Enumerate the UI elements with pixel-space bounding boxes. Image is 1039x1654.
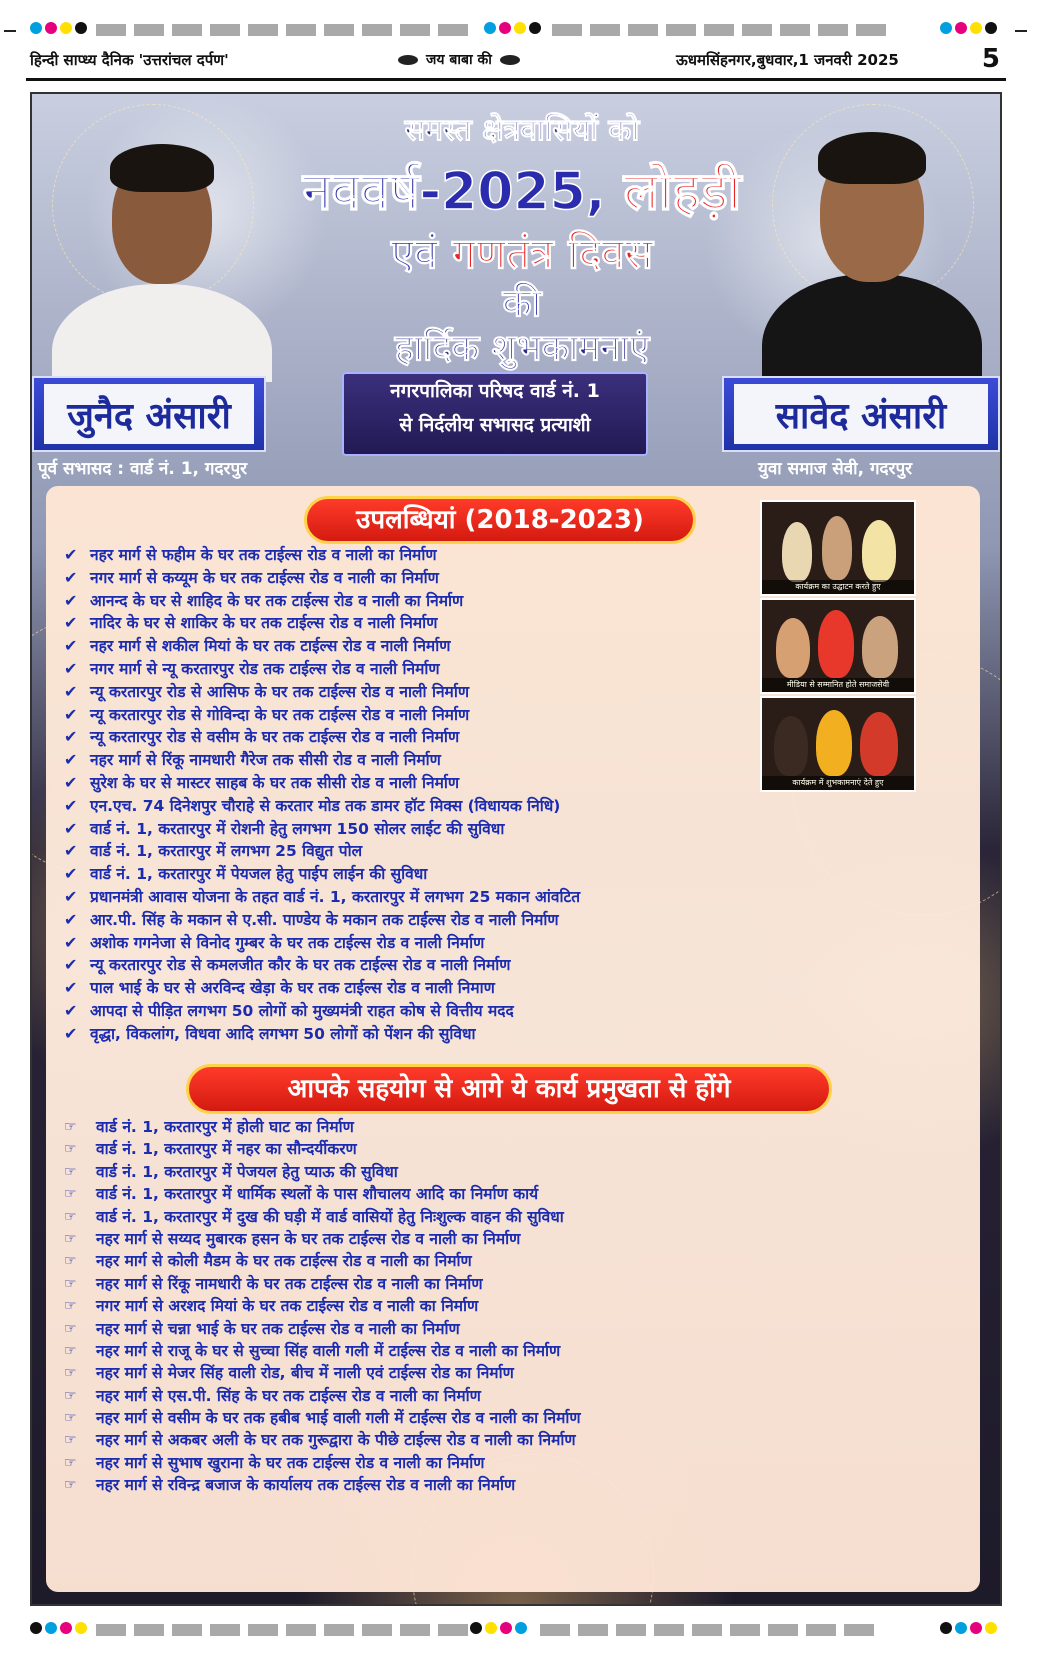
list-item xyxy=(64,1318,581,1340)
color-dots xyxy=(30,22,87,34)
list-item-text: नहर मार्ग से कोली मैडम के घर तक टाईल्स रोड व नाली का निर्माण xyxy=(96,1252,472,1271)
registration-bar-top xyxy=(0,18,1039,44)
checkmark-icon: ✔ xyxy=(64,864,78,884)
list-item xyxy=(64,1340,581,1362)
candidacy-box xyxy=(342,372,648,456)
list-item xyxy=(64,863,580,886)
list-item xyxy=(64,977,580,1000)
list-item-text: नगर मार्ग से कय्यूम के घर तक टाईल्स रोड व नाली का निर्माण xyxy=(90,568,439,587)
list-item xyxy=(64,726,580,749)
slogan xyxy=(398,50,520,69)
checkmark-icon: ✔ xyxy=(64,727,78,747)
list-item xyxy=(64,1228,581,1250)
right-person-name: सावेद अंसारी xyxy=(775,395,947,437)
pointing-hand-icon: ☞ xyxy=(64,1208,77,1225)
list-item xyxy=(64,818,580,841)
checkmark-icon: ✔ xyxy=(64,795,78,815)
list-item xyxy=(64,1161,581,1183)
name-banner-right xyxy=(722,376,1000,452)
list-item xyxy=(64,1429,581,1451)
greeting-line-3: एवं गणतंत्र दिवस xyxy=(391,229,653,278)
checkmark-icon: ✔ xyxy=(64,932,78,952)
greeting-line-1: समस्त क्षेत्रवासियों को xyxy=(404,113,640,148)
gray-blocks xyxy=(540,1624,874,1636)
right-person-designation: युवा समाज सेवी, गदरपुर xyxy=(758,459,913,479)
list-item xyxy=(64,772,580,795)
list-item xyxy=(64,1273,581,1295)
future-works-heading: आपके सहयोग से आगे ये कार्य प्रमुखता से होंगे xyxy=(186,1064,832,1114)
list-item-text: सुरेश के घर से मास्टर साहब के घर तक सीसी रोड व नाली निर्माण xyxy=(90,773,460,792)
list-item-text: नहर मार्ग से राजू के घर से सुच्चा सिंह वाली गली में टाईल्स रोड व नाली का निर्माण xyxy=(96,1341,561,1360)
pointing-hand-icon: ☞ xyxy=(64,1387,77,1404)
list-item xyxy=(64,1138,581,1160)
list-item xyxy=(64,840,580,863)
color-dots xyxy=(470,1622,527,1634)
list-item xyxy=(64,1250,581,1272)
list-item xyxy=(64,954,580,977)
list-item xyxy=(64,1452,581,1474)
color-dots xyxy=(484,22,541,34)
list-item-text: नहर मार्ग से सुभाष खुराना के घर तक टाईल्स रोड व नाली का निर्माण xyxy=(96,1453,485,1472)
color-dots xyxy=(30,1622,87,1634)
list-item xyxy=(64,1023,580,1046)
list-item-text: वार्ड नं. 1, करतारपुर में रोशनी हेतु लगभग 150 सोलर लाईट की सुविधा xyxy=(90,819,505,838)
pointing-hand-icon: ☞ xyxy=(64,1342,77,1359)
list-item-text: वार्ड नं. 1, करतारपुर में पेजयल हेतु प्याऊ की सुविधा xyxy=(96,1162,398,1181)
list-item xyxy=(64,658,580,681)
pointing-hand-icon: ☞ xyxy=(64,1454,77,1471)
pointing-hand-icon: ☞ xyxy=(64,1230,77,1247)
list-item xyxy=(64,567,580,590)
list-item-text: अशोक गगनेजा से विनोद गुम्बर के घर तक टाईल्स रोड व नाली निर्माण xyxy=(90,933,485,952)
list-item-text: नादिर के घर से शाकिर के घर तक टाईल्स रोड व नाली निर्माण xyxy=(90,614,438,633)
list-item-text: वार्ड नं. 1, करतारपुर में दुख की घड़ी में वार्ड वासियों हेतु निःशुल्क वाहन की सुविधा xyxy=(96,1207,564,1226)
achievements-list xyxy=(64,544,580,1046)
color-dots xyxy=(940,1622,997,1634)
list-item xyxy=(64,1407,581,1429)
crop-mark xyxy=(1015,30,1027,32)
list-item-text: नगर मार्ग से अरशद मियां के घर तक टाईल्स रोड व नाली का निर्माण xyxy=(96,1297,479,1316)
pointing-hand-icon: ☞ xyxy=(64,1477,77,1494)
checkmark-icon: ✔ xyxy=(64,978,78,998)
checkmark-icon: ✔ xyxy=(64,1000,78,1020)
list-item-text: नहर मार्ग से सय्यद मुबारक हसन के घर तक टाईल्स रोड व नाली का निर्माण xyxy=(96,1229,521,1248)
list-item-text: एन.एच. 74 दिनेशपुर चौराहे से करतार मोड तक डामर हॉट मिक्स (विधायक निधि) xyxy=(90,796,561,815)
list-item-text: न्यू करतारपुर रोड से वसीम के घर तक टाईल्स रोड व नाली निर्माण xyxy=(90,728,460,747)
checkmark-icon: ✔ xyxy=(64,841,78,861)
list-item xyxy=(64,886,580,909)
list-item-text: नहर मार्ग से रिंकू नामधारी के घर तक टाईल्स रोड व नाली का निर्माण xyxy=(96,1274,483,1293)
list-item-text: नगर मार्ग से न्यू करतारपुर रोड तक टाईल्स रोड व नाली निर्माण xyxy=(90,659,440,678)
page-number: 5 xyxy=(981,44,1000,74)
list-item-text: नहर मार्ग से अकबर अली के घर तक गुरूद्वारा के पीछे टाईल्स रोड व नाली का निर्माण xyxy=(96,1431,576,1450)
name-banner-left xyxy=(32,376,266,452)
greeting-line-5: हार्दिक शुभकामनाएं xyxy=(394,328,650,369)
list-item-text: नहर मार्ग से चन्ना भाई के घर तक टाईल्स रोड व नाली का निर्माण xyxy=(96,1319,460,1338)
greeting-line-2 xyxy=(232,154,812,225)
list-item xyxy=(64,909,580,932)
list-item xyxy=(64,681,580,704)
checkmark-icon: ✔ xyxy=(64,750,78,770)
new-year-text: नववर्ष-2025, xyxy=(302,162,606,222)
pointing-hand-icon: ☞ xyxy=(64,1253,77,1270)
gray-blocks xyxy=(552,24,886,36)
list-item xyxy=(64,1000,580,1023)
pointing-hand-icon: ☞ xyxy=(64,1163,77,1180)
greeting-advertisement xyxy=(30,92,1002,1606)
future-works-list xyxy=(64,1116,581,1497)
newspaper-header xyxy=(26,44,1006,81)
list-item xyxy=(64,704,580,727)
date-line: ऊधमसिंहनगर,बुधवार,1 जनवरी 2025 xyxy=(676,51,899,69)
checkmark-icon: ✔ xyxy=(64,909,78,929)
checkmark-icon: ✔ xyxy=(64,590,78,610)
list-item-text: आर.पी. सिंह के मकान से ए.सी. पाण्डेय के मकान तक टाईल्स रोड व नाली निर्माण xyxy=(90,910,559,929)
list-item xyxy=(64,749,580,772)
pointing-hand-icon: ☞ xyxy=(64,1275,77,1292)
achievements-heading: उपलब्धियां (2018-2023) xyxy=(304,496,696,544)
checkmark-icon: ✔ xyxy=(64,955,78,975)
pointing-hand-icon: ☞ xyxy=(64,1410,77,1427)
list-item xyxy=(64,1183,581,1205)
list-item-text: न्यू करतारपुर रोड से आसिफ के घर तक टाईल्स रोड व नाली निर्माण xyxy=(90,682,470,701)
gray-blocks xyxy=(96,1624,468,1636)
list-item xyxy=(64,612,580,635)
list-item xyxy=(64,795,580,818)
pointing-hand-icon: ☞ xyxy=(64,1119,77,1135)
photo-caption: कार्यक्रम में शुभकामनाएं देते हुए xyxy=(762,776,914,790)
list-item xyxy=(64,1206,581,1228)
list-item-text: नहर मार्ग से वसीम के घर तक हबीब भाई वाली गली में टाईल्स रोड व नाली का निर्माण xyxy=(96,1409,581,1428)
list-item-text: वार्ड नं. 1, करतारपुर में होली घाट का निर्माण xyxy=(96,1118,354,1136)
photo-caption: मीडिया से सम्मानित होते समाजसेवी xyxy=(762,678,914,692)
list-item-text: नहर मार्ग से रिंकू नामधारी गैरेज तक सीसी रोड व नाली निर्माण xyxy=(90,751,441,770)
color-dots xyxy=(940,22,997,34)
lohri-text: लोहड़ी xyxy=(623,162,742,222)
list-item-text: वार्ड नं. 1, करतारपुर में लगभग 25 विद्युत पोल xyxy=(90,842,363,861)
greeting-line-4: की xyxy=(502,281,542,325)
list-item xyxy=(64,1474,581,1496)
checkmark-icon: ✔ xyxy=(64,818,78,838)
checkmark-icon: ✔ xyxy=(64,704,78,724)
list-item-text: आनन्द के घर से शाहिद के घर तक टाईल्स रोड व नाली का निर्माण xyxy=(90,591,464,610)
candidacy-line-2: से निर्दलीय सभासद प्रत्याशी xyxy=(399,414,591,436)
pointing-hand-icon: ☞ xyxy=(64,1141,77,1158)
checkmark-icon: ✔ xyxy=(64,1023,78,1043)
list-item-text: नहर मार्ग से रविन्द्र बजाज के कार्यालय तक टाईल्स रोड व नाली का निर्माण xyxy=(96,1476,516,1495)
candidacy-line-1: नगरपालिका परिषद वार्ड नं. 1 xyxy=(390,380,600,402)
list-item xyxy=(64,1116,581,1138)
list-item-text: आपदा से पीड़ित लगभग 50 लोगों को मुख्यमंत्री राहत कोष से वित्तीय मदद xyxy=(90,1001,514,1020)
checkmark-icon: ✔ xyxy=(64,772,78,792)
pointing-hand-icon: ☞ xyxy=(64,1365,77,1382)
list-item-text: वार्ड नं. 1, करतारपुर में नहर का सौन्दर्यीकरण xyxy=(96,1140,357,1159)
left-person-name: जुनैद अंसारी xyxy=(67,395,231,437)
paper-name: हिन्दी साप्ध्य दैनिक 'उत्तरांचल दर्पण' xyxy=(30,51,229,69)
ornament-icon xyxy=(500,55,520,65)
checkmark-icon: ✔ xyxy=(64,658,78,678)
left-person-designation: पूर्व सभासद : वार्ड नं. 1, गदरपुर xyxy=(38,459,248,479)
pointing-hand-icon: ☞ xyxy=(64,1432,77,1449)
ornament-icon xyxy=(398,55,418,65)
list-item-text: नहर मार्ग से फहीम के घर तक टाईल्स रोड व नाली का निर्माण xyxy=(90,546,437,564)
list-item-text: वृद्धा, विकलांग, विधवा आदि लगभग 50 लोगों को पेंशन की सुविधा xyxy=(90,1024,476,1043)
slogan-text: जय बाबा की xyxy=(426,52,492,68)
list-item xyxy=(64,635,580,658)
republic-day-text: गणतंत्र दिवस xyxy=(452,229,653,278)
checkmark-icon: ✔ xyxy=(64,545,78,564)
pointing-hand-icon: ☞ xyxy=(64,1186,77,1203)
list-item-text: नहर मार्ग से शकील मियां के घर तक टाईल्स रोड व नाली निर्माण xyxy=(90,637,451,656)
content-panel xyxy=(46,486,980,1592)
event-photo xyxy=(760,696,916,792)
list-item xyxy=(64,1385,581,1407)
gray-blocks xyxy=(96,24,468,36)
checkmark-icon: ✔ xyxy=(64,567,78,587)
list-item xyxy=(64,1362,581,1384)
list-item xyxy=(64,1295,581,1317)
list-item-text: नहर मार्ग से एस.पी. सिंह के घर तक टाईल्स रोड व नाली का निर्माण xyxy=(96,1386,481,1405)
event-photo xyxy=(760,598,916,694)
pointing-hand-icon: ☞ xyxy=(64,1298,77,1315)
checkmark-icon: ✔ xyxy=(64,636,78,656)
checkmark-icon: ✔ xyxy=(64,681,78,701)
list-item-text: पाल भाई के घर से अरविन्द खेड़ा के घर तक टाईल्स रोड व नाली निमाण xyxy=(90,979,495,998)
list-item xyxy=(64,932,580,955)
checkmark-icon: ✔ xyxy=(64,613,78,633)
list-item xyxy=(64,544,580,567)
list-item-text: वार्ड नं. 1, करतारपुर में पेयजल हेतु पाईप लाईन की सुविधा xyxy=(90,865,428,884)
list-item xyxy=(64,590,580,613)
crop-mark xyxy=(4,30,16,32)
list-item-text: नहर मार्ग से मेजर सिंह वाली रोड, बीच में नाली एवं टाईल्स रोड का निर्माण xyxy=(96,1364,514,1383)
list-item-text: प्रधानमंत्री आवास योजना के तहत वार्ड नं. 1, करतारपुर में लगभग 25 मकान आंवटित xyxy=(90,887,581,906)
list-item-text: न्यू करतारपुर रोड से कमलजीत कौर के घर तक टाईल्स रोड व नाली निर्माण xyxy=(90,956,511,975)
list-item-text: न्यू करतारपुर रोड से गोविन्दा के घर तक टाईल्स रोड व नाली निर्माण xyxy=(90,705,470,724)
checkmark-icon: ✔ xyxy=(64,886,78,906)
photo-caption: कार्यक्रम का उद्घाटन करते हुए xyxy=(762,580,914,594)
pointing-hand-icon: ☞ xyxy=(64,1320,77,1337)
event-photo xyxy=(760,500,916,596)
list-item-text: वार्ड नं. 1, करतारपुर में धार्मिक स्थलों के पास शौचालय आदि का निर्माण कार्य xyxy=(96,1185,539,1204)
registration-bar-bottom xyxy=(0,1618,1039,1644)
